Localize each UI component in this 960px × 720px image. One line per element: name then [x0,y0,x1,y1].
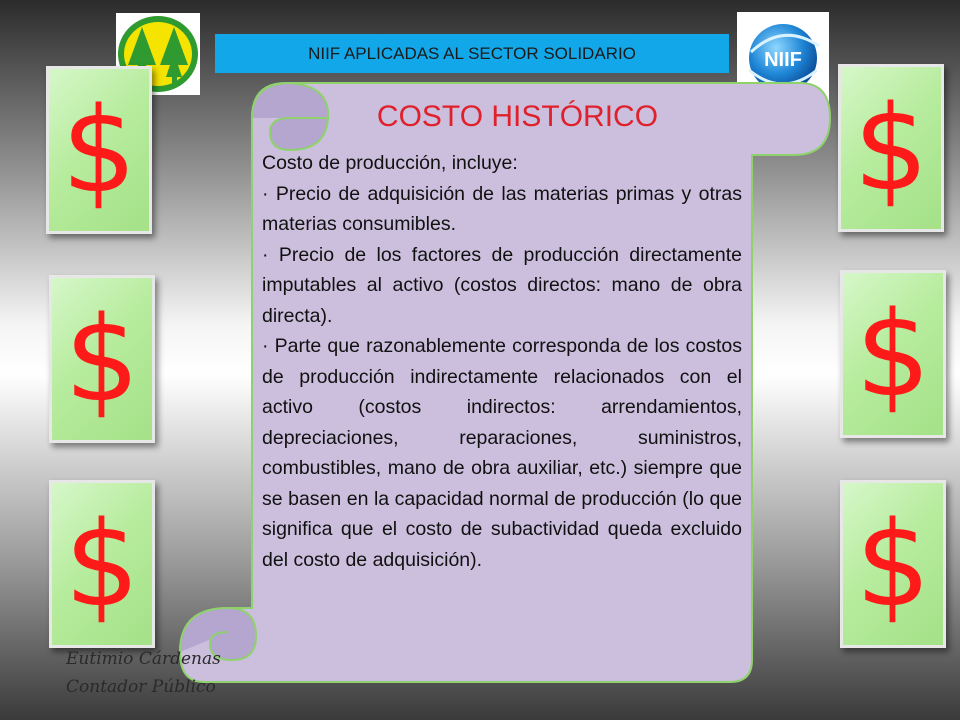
dollar-sign: $ [855,495,931,633]
dollar-sign: $ [64,495,140,633]
scroll-intro: Costo de producción, incluye: [262,152,518,174]
scroll-item: · Parte que razonablemente corresponda de los costos de producción indirectamente relacionados con el activo (costos indirectos: arrendamientos, depreciaciones, reparaciones, suministros, combustibles, mano de obra auxiliar, etc.) siempre que se basen en la capacidad normal de producción (lo que significa que el costo de subactividad queda excluido del costo de adquisición). [262,335,742,571]
scroll-item: · Precio de los factores de producción directamente imputables al activo (costos directos: mano de obra directa). [262,243,742,327]
dollar-sign: $ [853,79,929,217]
signature-name: Eutimio Cárdenas [66,649,221,669]
signature-title: Contador Público [66,677,216,697]
header-title: NIIF APLICADAS AL SECTOR SOLIDARIO [215,34,729,73]
dollar-sign: $ [64,290,140,428]
scroll-body [262,148,742,575]
scroll-item: · Precio de adquisición de las materias primas y otras materias consumibles. [262,182,742,235]
dollar-sign: $ [855,285,931,423]
author-signature [66,645,221,701]
niif-logo-text: NIIF [764,49,802,71]
scroll-title: COSTO HISTÓRICO [376,100,659,133]
dollar-sign: $ [61,81,137,219]
